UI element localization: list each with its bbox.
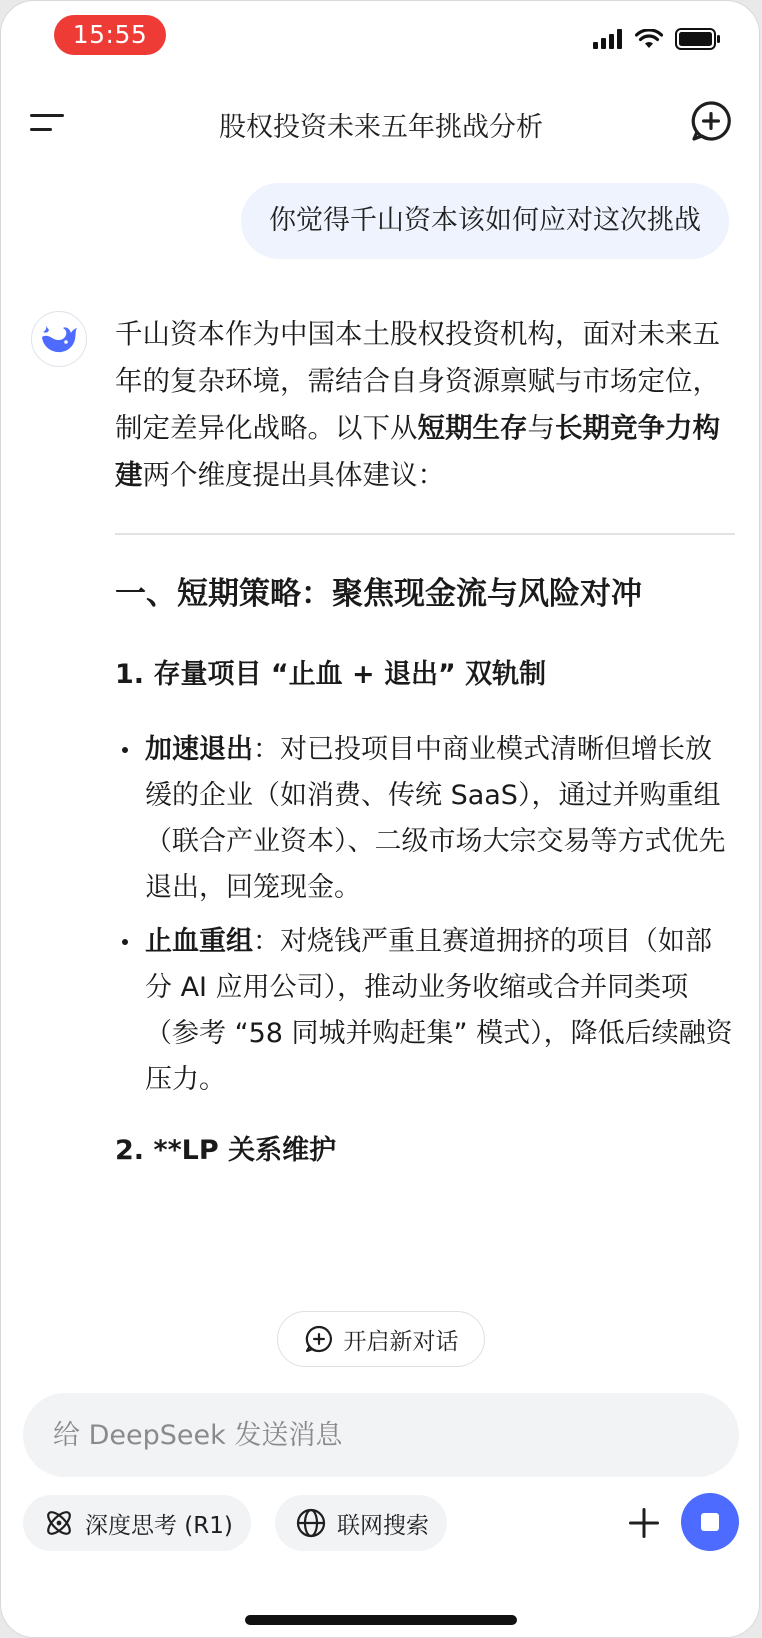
new-conversation-button[interactable] — [277, 1311, 485, 1367]
intro-text: 千山资本作为中国本土股权投资机构，面对未来五年的复杂环境，需结合自身资源禀赋与市场定位，制定差异化战略。以下从 — [115, 318, 720, 444]
message-input[interactable] — [23, 1393, 739, 1477]
stop-icon — [701, 1513, 719, 1531]
list-item — [115, 727, 735, 911]
status-icons — [593, 25, 721, 53]
new-conversation-label: 开启新对话 — [343, 1328, 459, 1355]
bullet-text: ：对已投项目中商业模式清晰但增长放缓的企业（如消费、传统 SaaS），通过并购重组（联合产业资本）、二级市场大宗交易等方式优先退出，回笼现金。 — [145, 734, 726, 903]
battery-icon — [675, 28, 721, 50]
bullet-bold: 加速退出 — [145, 734, 253, 765]
intro-text: 与 — [527, 412, 555, 444]
chat-plus-icon — [689, 99, 733, 143]
atom-icon — [43, 1507, 75, 1539]
intro-text: 两个维度提出具体建议： — [142, 459, 445, 491]
intro-bold-text: 长期竞争力构建 — [115, 412, 720, 491]
status-time: 15:55 — [54, 15, 166, 55]
plus-icon — [627, 1506, 661, 1540]
chat-plus-icon — [304, 1324, 334, 1354]
chat-title: 股权投资未来五年挑战分析 — [219, 112, 543, 143]
section-heading: 一、短期策略：聚焦现金流与风险对冲 — [115, 576, 642, 612]
globe-icon — [295, 1507, 327, 1539]
divider — [115, 533, 735, 535]
attach-button[interactable] — [616, 1495, 672, 1551]
stop-button[interactable] — [681, 1493, 739, 1551]
intro-bold-text: 短期生存 — [417, 412, 528, 444]
deep-think-label: 深度思考 (R1) — [85, 1512, 233, 1539]
subsection-heading: 1. 存量项目 “止血 + 退出” 双轨制 — [115, 659, 547, 690]
assistant-avatar — [31, 311, 87, 367]
user-message-bubble: 你觉得千山资本该如何应对这次挑战 — [241, 183, 729, 259]
deep-think-toggle[interactable] — [23, 1495, 251, 1551]
cellular-signal-icon — [593, 29, 623, 49]
new-chat-icon-button[interactable] — [689, 99, 733, 143]
assistant-answer — [115, 311, 735, 1171]
deepseek-whale-icon — [39, 323, 79, 355]
answer-intro — [115, 311, 735, 499]
list-item — [115, 919, 735, 1103]
home-indicator[interactable] — [245, 1615, 517, 1625]
web-search-toggle[interactable] — [275, 1495, 447, 1551]
bullet-text: ：对烧钱严重且赛道拥挤的项目（如部分 AI 应用公司），推动业务收缩或合并同类项（参考 “58 同城并购赶集” 模式），降低后续融资压力。 — [145, 926, 733, 1095]
bullet-bold: 止血重组 — [145, 926, 253, 957]
wifi-icon — [635, 29, 663, 49]
subsection-heading: 2. **LP 关系维护 — [115, 1135, 337, 1166]
bullet-list — [115, 727, 735, 1103]
web-search-label: 联网搜索 — [337, 1512, 429, 1539]
chat-header — [1, 93, 760, 153]
